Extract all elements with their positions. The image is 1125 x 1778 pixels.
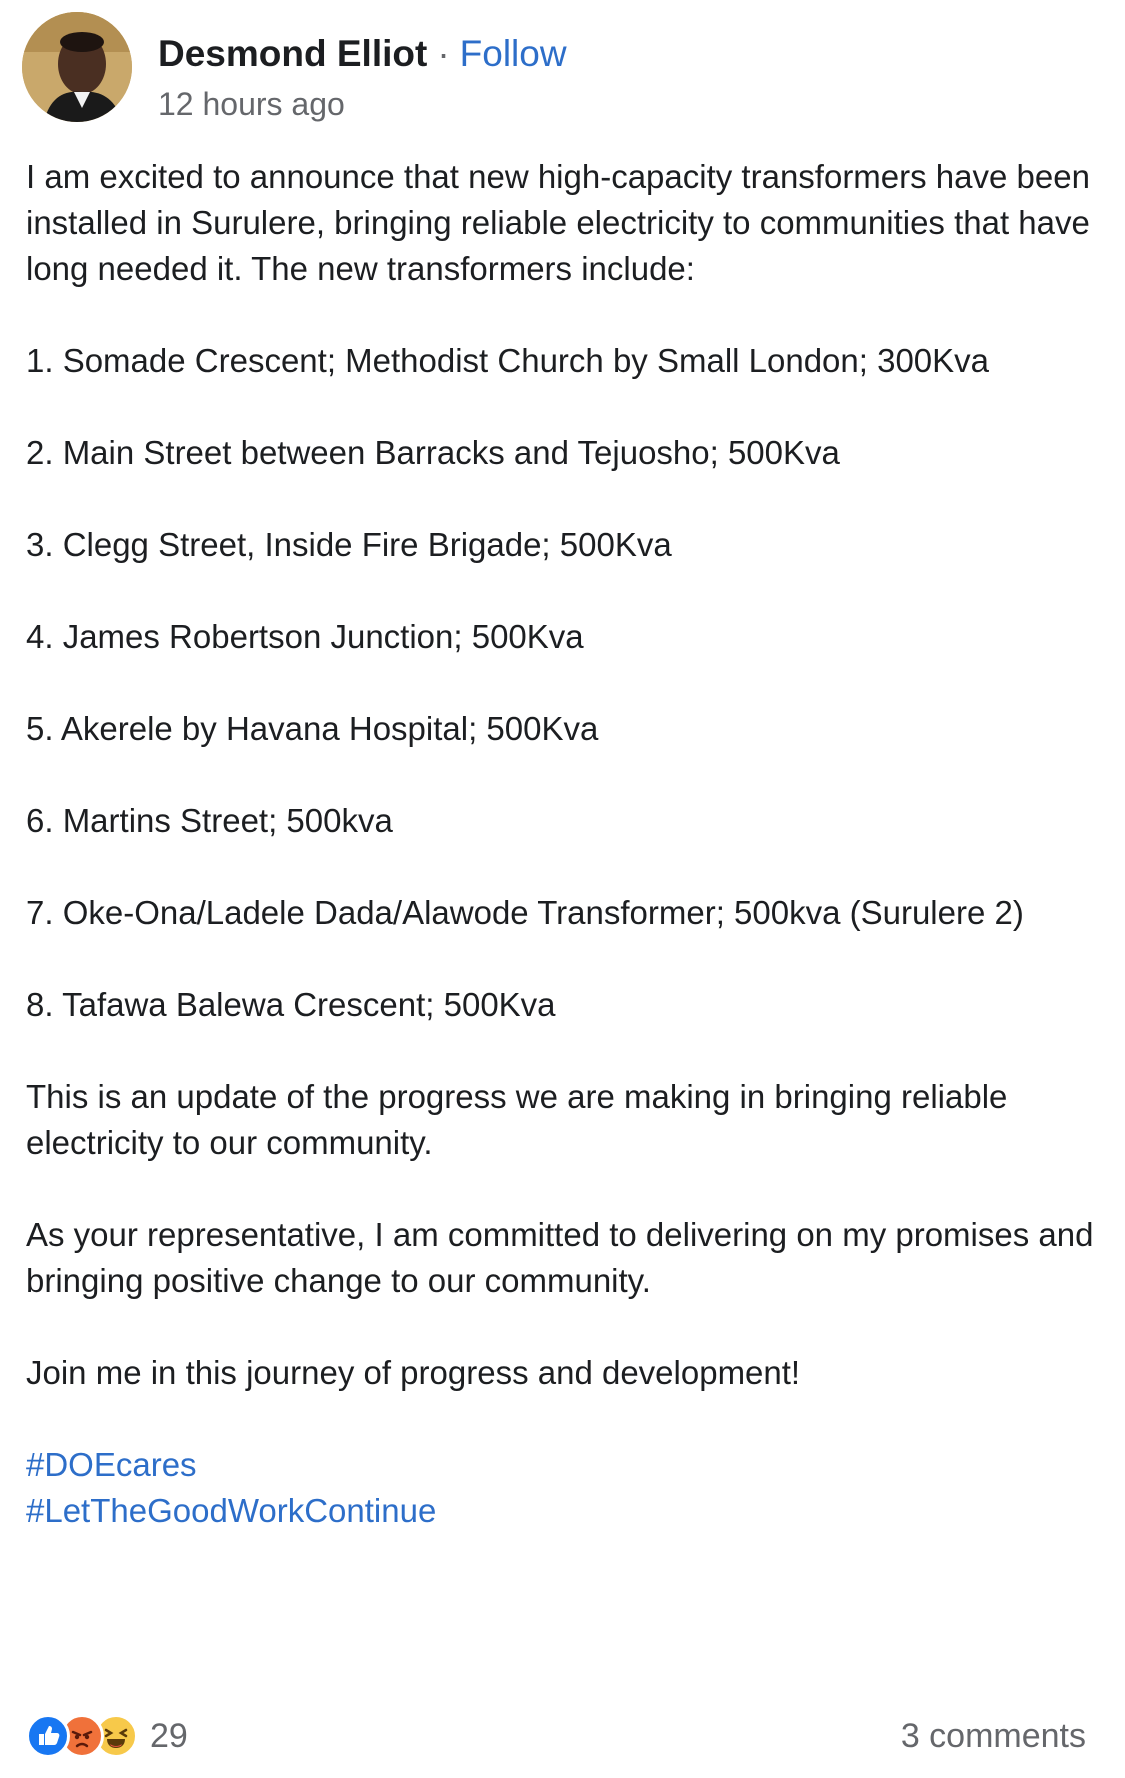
list-item: 2. Main Street between Barracks and Tejuosho; 500Kva <box>26 434 840 471</box>
post-timestamp[interactable]: 12 hours ago <box>158 86 345 122</box>
post-body <box>26 154 1101 1534</box>
follow-button[interactable]: Follow <box>459 33 567 74</box>
author-line <box>158 32 567 76</box>
list-item: 5. Akerele by Havana Hospital; 500Kva <box>26 710 599 747</box>
list-item: 4. James Robertson Junction; 500Kva <box>26 618 584 655</box>
list-item: 1. Somade Crescent; Methodist Church by Small London; 300Kva <box>26 342 990 379</box>
post-footer <box>26 1710 1086 1764</box>
reaction-count[interactable]: 29 <box>150 1717 188 1755</box>
post-commitment: As your representative, I am committed to delivering on my promises and bringing positive change to our community. <box>26 1216 1094 1299</box>
separator-dot: · <box>437 33 450 74</box>
like-icon <box>26 1714 70 1758</box>
list-item: 3. Clegg Street, Inside Fire Brigade; 500Kva <box>26 526 672 563</box>
post-intro: I am excited to announce that new high-capacity transformers have been installed in Surulere, bringing reliable electricity to communities that have long needed it. The new transformers include: <box>26 158 1090 287</box>
list-item: 8. Tafawa Balewa Crescent; 500Kva <box>26 986 556 1023</box>
post-update: This is an update of the progress we are making in bringing reliable electricity to our community. <box>26 1078 1008 1161</box>
list-item: 6. Martins Street; 500kva <box>26 802 393 839</box>
hashtag-list <box>26 1442 1101 1534</box>
post-header <box>22 12 1022 122</box>
hashtag-link[interactable]: #DOEcares <box>26 1446 197 1483</box>
post-closing: Join me in this journey of progress and development! <box>26 1354 801 1391</box>
author-name[interactable]: Desmond Elliot <box>158 33 428 74</box>
hashtag-link[interactable]: #LetTheGoodWorkContinue <box>26 1492 437 1529</box>
comments-count-link[interactable]: 3 comments <box>900 1717 1086 1755</box>
list-item: 7. Oke-Ona/Ladele Dada/Alawode Transformer; 500kva (Surulere 2) <box>26 894 1024 931</box>
avatar-image <box>22 12 132 122</box>
avatar[interactable] <box>22 12 132 122</box>
